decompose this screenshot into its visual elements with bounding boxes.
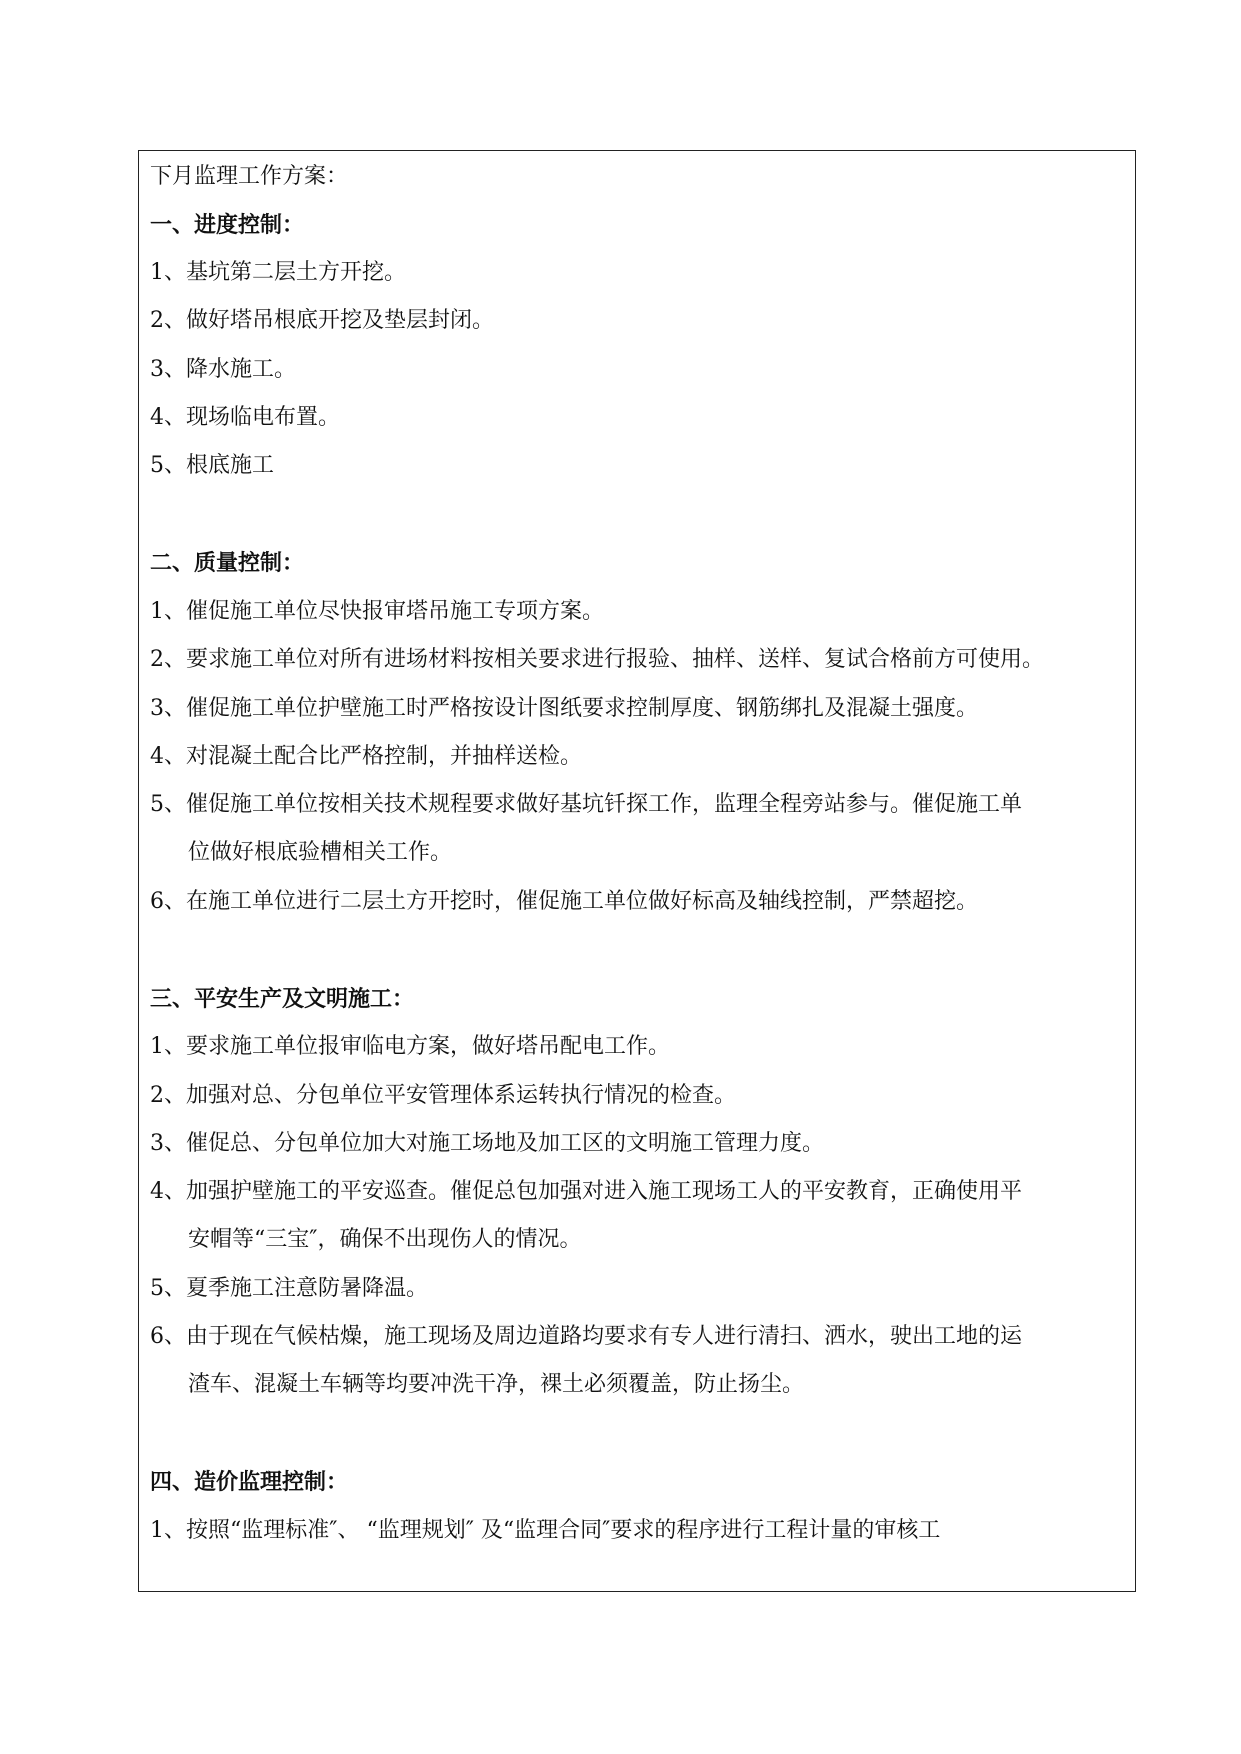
- safety-item-3: 3、催促总、分包单位加大对施工场地及加工区的文明施工管理力度。: [150, 1131, 824, 1156]
- progress-item-3: 3、降水施工。: [150, 357, 296, 382]
- safety-item-6-cont: 渣车、混凝土车辆等均要冲洗干净，裸土必须覆盖，防止扬尘。: [188, 1372, 805, 1397]
- quality-item-2: 2、要求施工单位对所有进场材料按相关要求进行报验、抽样、送样、复试合格前方可使用。: [150, 647, 1045, 672]
- quality-item-3: 3、催促施工单位护壁施工时严格按设计图纸要求控制厚度、钢筋绑扎及混凝土强度。: [150, 696, 978, 721]
- progress-item-2: 2、做好塔吊根底开挖及垫层封闭。: [150, 308, 494, 333]
- quality-item-4: 4、对混凝土配合比严格控制，并抽样送检。: [150, 744, 582, 769]
- section-heading-safety: 三、平安生产及文明施工：: [150, 986, 415, 1012]
- section-heading-progress: 一、进度控制：: [150, 212, 305, 238]
- quality-item-6: 6、在施工单位进行二层土方开挖时，催促施工单位做好标高及轴线控制，严禁超挖。: [150, 889, 978, 914]
- safety-item-2: 2、加强对总、分包单位平安管理体系运转执行情况的检查。: [150, 1083, 736, 1108]
- cost-item-1: 1、按照“监理标准″、 “监理规划″ 及“监理合同″要求的程序进行工程计量的审核工: [150, 1518, 941, 1543]
- progress-item-4: 4、现场临电布置。: [150, 405, 340, 430]
- progress-item-1: 1、基坑第二层土方开挖。: [150, 260, 406, 285]
- section-heading-quality: 二、质量控制：: [150, 550, 305, 576]
- quality-item-5: 5、催促施工单位按相关技术规程要求做好基坑钎探工作，监理全程旁站参与。催促施工单: [150, 792, 1023, 817]
- quality-item-5-cont: 位做好根底验槽相关工作。: [188, 840, 453, 865]
- safety-item-4: 4、加强护壁施工的平安巡查。催促总包加强对进入施工现场工人的平安教育，正确使用平: [150, 1179, 1023, 1204]
- progress-item-5: 5、根底施工: [150, 453, 274, 478]
- safety-item-5: 5、夏季施工注意防暑降温。: [150, 1276, 428, 1301]
- safety-item-4-cont: 安帽等“三宝″，确保不出现伤人的情况。: [188, 1227, 582, 1252]
- safety-item-1: 1、要求施工单位报审临电方案，做好塔吊配电工作。: [150, 1034, 670, 1059]
- quality-item-1: 1、催促施工单位尽快报审塔吊施工专项方案。: [150, 599, 604, 624]
- safety-item-6: 6、由于现在气候枯燥，施工现场及周边道路均要求有专人进行清扫、洒水，驶出工地的运: [150, 1324, 1023, 1349]
- section-heading-cost: 四、造价监理控制：: [150, 1469, 349, 1495]
- doc-intro: 下月监理工作方案：: [150, 164, 349, 189]
